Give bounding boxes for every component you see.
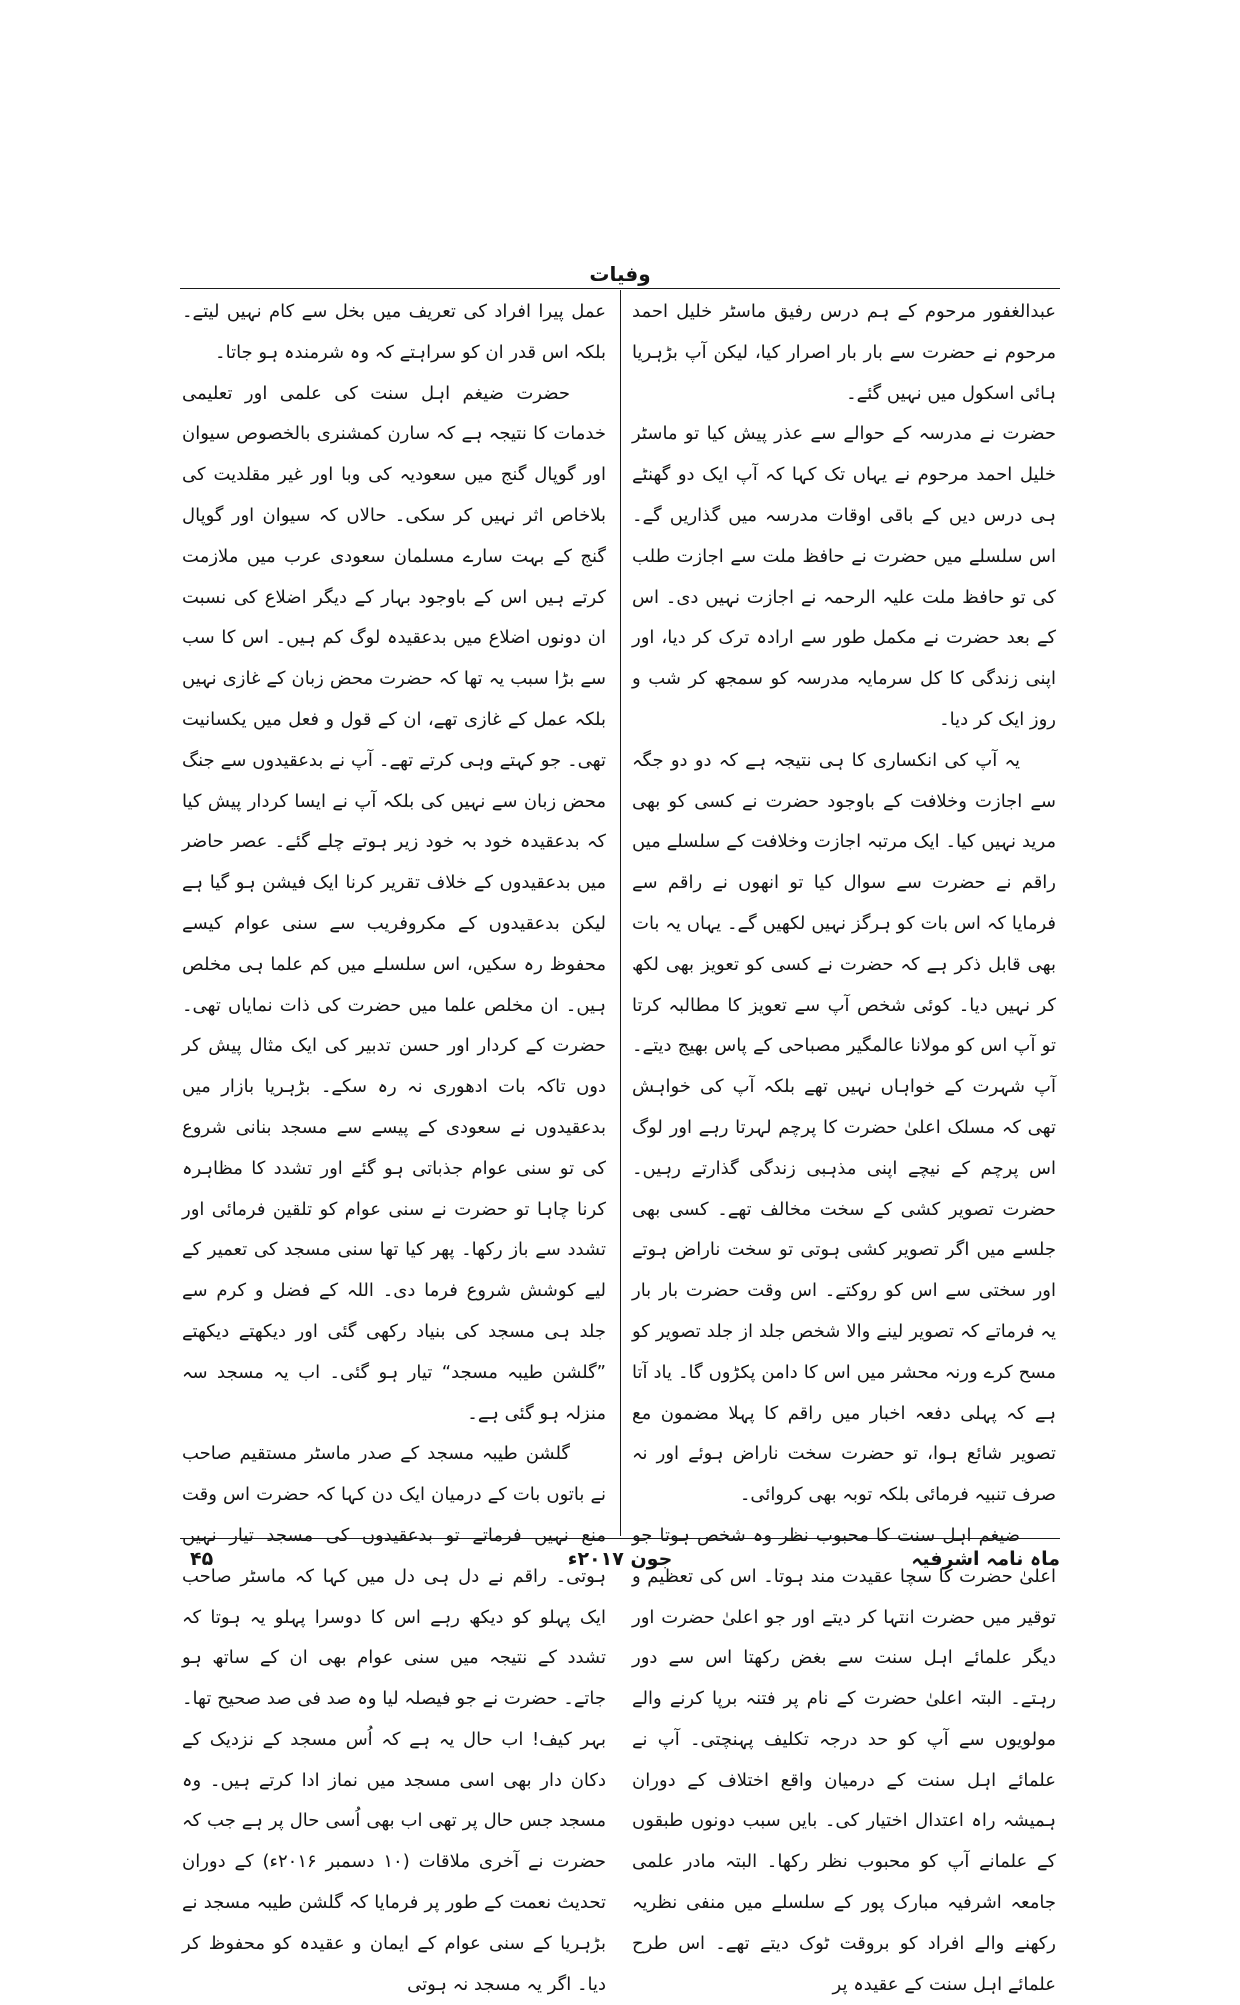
header-rule xyxy=(180,288,1060,289)
paragraph: گلشن طیبہ مسجد کے صدر ماسٹر مستقیم صاحب نے باتوں بات کے درمیان ایک دن کہا کہ حضرت اس وقت منع نہیں فرماتے تو بدعقیدوں کی مسجد تیار نہیں ہوتی۔ راقم نے دل ہی دل میں کہا کہ ماسٹر صاحب ایک پہلو کو دیکھ رہے اس کا دوسرا پہلو یہ ہوتا کہ تشدد کے نتیجہ میں سنی عوام بھی ان کے ساتھ ہو جاتے۔ حضرت نے جو فیصلہ لیا وہ صد فی صد صحیح تھا۔ بہر کیف! اب حال یہ ہے کہ اُس مسجد کے نزدیک کے دکان دار بھی اسی مسجد میں نماز ادا کرتے ہیں۔ وہ مسجد جس حال پر تھی اب بھی اُسی حال پر ہے جب کہ حضرت نے آخری ملاقات (۱۰ دسمبر ۲۰۱۶ء) کے دوران تحدیث نعمت کے طور پر فرمایا کہ گلشن طیبہ مسجد نے بڑہریا کے سنی عوام کے ایمان و عقیدہ کو محفوظ کر دیا۔ اگر یہ مسجد نہ ہوتی xyxy=(182,1443,607,1995)
footer-rule xyxy=(180,1538,1060,1539)
column-divider xyxy=(620,290,621,1536)
section-title: وفیات xyxy=(589,262,651,286)
page-number: ۴۵ xyxy=(190,1548,214,1570)
page-footer xyxy=(180,1544,1060,1574)
paragraph: یہ آپ کی انکساری کا ہی نتیجہ ہے کہ دو دو جگہ سے اجازت وخلافت کے باوجود حضرت نے کسی کو بھی مرید نہیں کیا۔ ایک مرتبہ اجازت وخلافت کے سلسلے میں راقم نے حضرت سے سوال کیا تو انھوں نے راقم سے فرمایا کہ اس بات کو ہرگز نہیں لکھیں گے۔ یہاں یہ بات بھی قابل ذکر ہے کہ حضرت نے کسی کو تعویز بھی لکھ کر نہیں دیا۔ کوئی شخص آپ سے تعویز کا مطالبہ کرتا تو آپ اس کو مولانا عالمگیر مصباحی کے پاس بھیج دیتے۔ آپ شہرت کے خواہاں نہیں تھے بلکہ آپ کی خواہش تھی کہ مسلک اعلیٰ حضرت کا پرچم لہرتا رہے اور لوگ اس پرچم کے نیچے اپنی مذہبی زندگی گذارتے رہیں۔ حضرت تصویر کشی کے سخت مخالف تھے۔ کسی بھی جلسے میں اگر تصویر کشی ہوتی تو سخت ناراض ہوتے اور سختی سے اس کو روکتے۔ اس وقت حضرت بار بار یہ فرماتے کہ تصویر لینے والا شخص جلد از جلد تصویر کو مسح کرے ورنہ محشر میں اس کا دامن پکڑوں گا۔ یاد آتا ہے کہ پہلی دفعہ اخبار میں راقم کا پہلا مضمون مع تصویر شائع ہوا، تو حضرت سخت ناراض ہوئے اور نہ صرف تنبیہ فرمائی بلکہ توبہ بھی کروائی۔ xyxy=(632,749,1056,1506)
paragraph: عمل پیرا افراد کی تعریف میں بخل سے کام نہیں لیتے۔ بلکہ اس قدر ان کو سراہتے کہ وہ شرمندہ ہو جاتا۔ xyxy=(182,301,606,363)
paragraph: حضرت ضیغم اہل سنت کی علمی اور تعلیمی خدمات کا نتیجہ ہے کہ سارن کمشنری بالخصوص سیوان اور گوپال گنج میں سعودیہ کی وبا اور غیر مقلدیت کی بلاخاص اثر نہیں کر سکی۔ حالاں کہ سیوان اور گوپال گنج کے بہت سارے مسلمان سعودی عرب میں ملازمت کرتے ہیں اس کے باوجود بہار کے دیگر اضلاع کی نسبت ان دونوں اضلاع میں بدعقیدہ لوگ کم ہیں۔ اس کا سب سے بڑا سبب یہ تھا کہ حضرت محض زبان کے غازی نہیں بلکہ عمل کے غازی تھے، ان کے قول و فعل میں یکسانیت تھی۔ جو کہتے وہی کرتے تھے۔ آپ نے بدعقیدوں سے جنگ محض زبان سے نہیں کی بلکہ آپ نے ایسا کردار پیش کیا کہ بدعقیدہ خود بہ خود زیر ہوتے چلے گئے۔ عصر حاضر میں بدعقیدوں کے خلاف تقریر کرنا ایک فیشن ہو گیا ہے لیکن بدعقیدوں کے مکروفریب سے سنی عوام کیسے محفوظ رہ سکیں، اس سلسلے میں کم علما ہی مخلص ہیں۔ ان مخلص علما میں حضرت کی ذات نمایاں تھی۔ حضرت کے کردار اور حسن تدبیر کی ایک مثال پیش کر دوں تاکہ بات ادھوری نہ رہ سکے۔ بڑہریا بازار میں بدعقیدوں نے سعودی کے پیسے سے مسجد بنانی شروع کی تو سنی عوام جذباتی ہو گئے اور تشدد کا مظاہرہ کرنا چاہا تو حضرت نے سنی عوام کو تلقین فرمائی اور تشدد سے باز رکھا۔ پھر کیا تھا سنی مسجد کی تعمیر کے لیے کوشش شروع فرما دی۔ اللہ کے فضل و کرم سے جلد ہی مسجد کی بنیاد رکھی گئی اور دیکھتے دیکھتے ”گلشن طیبہ مسجد“ تیار ہو گئی۔ اب یہ مسجد سہ منزلہ ہو گئی ہے۔ xyxy=(182,382,606,1424)
paragraph: عبدالغفور مرحوم کے ہم درس رفیق ماسٹر خلیل احمد مرحوم نے حضرت سے بار بار اصرار کیا، لیکن آپ بڑہریا ہائی اسکول میں نہیں گئے۔ xyxy=(632,301,1056,404)
paragraph: حضرت نے مدرسہ کے حوالے سے عذر پیش کیا تو ماسٹر خلیل احمد مرحوم نے یہاں تک کہا کہ آپ ایک دو گھنٹے ہی درس دیں کے باقی اوقات مدرسہ میں گذاریں گے۔ اس سلسلے میں حضرت نے حافظ ملت سے اجازت طلب کی تو حافظ ملت علیہ الرحمہ نے اجازت نہیں دی۔ اس کے بعد حضرت نے مکمل طور سے ارادہ ترک کر دیا، اور اپنی زندگی کا کل سرمایہ مدرسہ کو سمجھ کر شب و روز ایک کر دیا۔ xyxy=(632,423,1056,730)
issue-date: جون ۲۰۱۷ء xyxy=(567,1548,673,1570)
journal-name: ماہ نامہ اشرفیہ xyxy=(911,1548,1060,1570)
paragraph: ضیغم اہل سنت کا محبوب نظر وہ شخص ہوتا جو اعلیٰ حضرت کا سچا عقیدت مند ہوتا۔ اس کی تعظیم و توقیر میں حضرت انتہا کر دیتے اور جو اعلیٰ حضرت اور دیگر علمائے اہل سنت سے بغض رکھتا اس سے دور رہتے۔ البتہ اعلیٰ حضرت کے نام پر فتنہ برپا کرنے والے مولویوں سے آپ کو حد درجہ تکلیف پہنچتی۔ آپ نے علمائے اہل سنت کے درمیان واقع اختلاف کے دوران ہمیشہ راہ اعتدال اختیار کی۔ بایں سبب دونوں طبقوں کے علمانے آپ کو محبوب نظر رکھا۔ البتہ مادر علمی جامعہ اشرفیہ مبارک پور کے سلسلے میں منفی نظریہ رکھنے والے افراد کو بروقت ٹوک دیتے تھے۔ اس طرح علمائے اہل سنت کے عقیدہ پر xyxy=(632,1524,1056,1995)
